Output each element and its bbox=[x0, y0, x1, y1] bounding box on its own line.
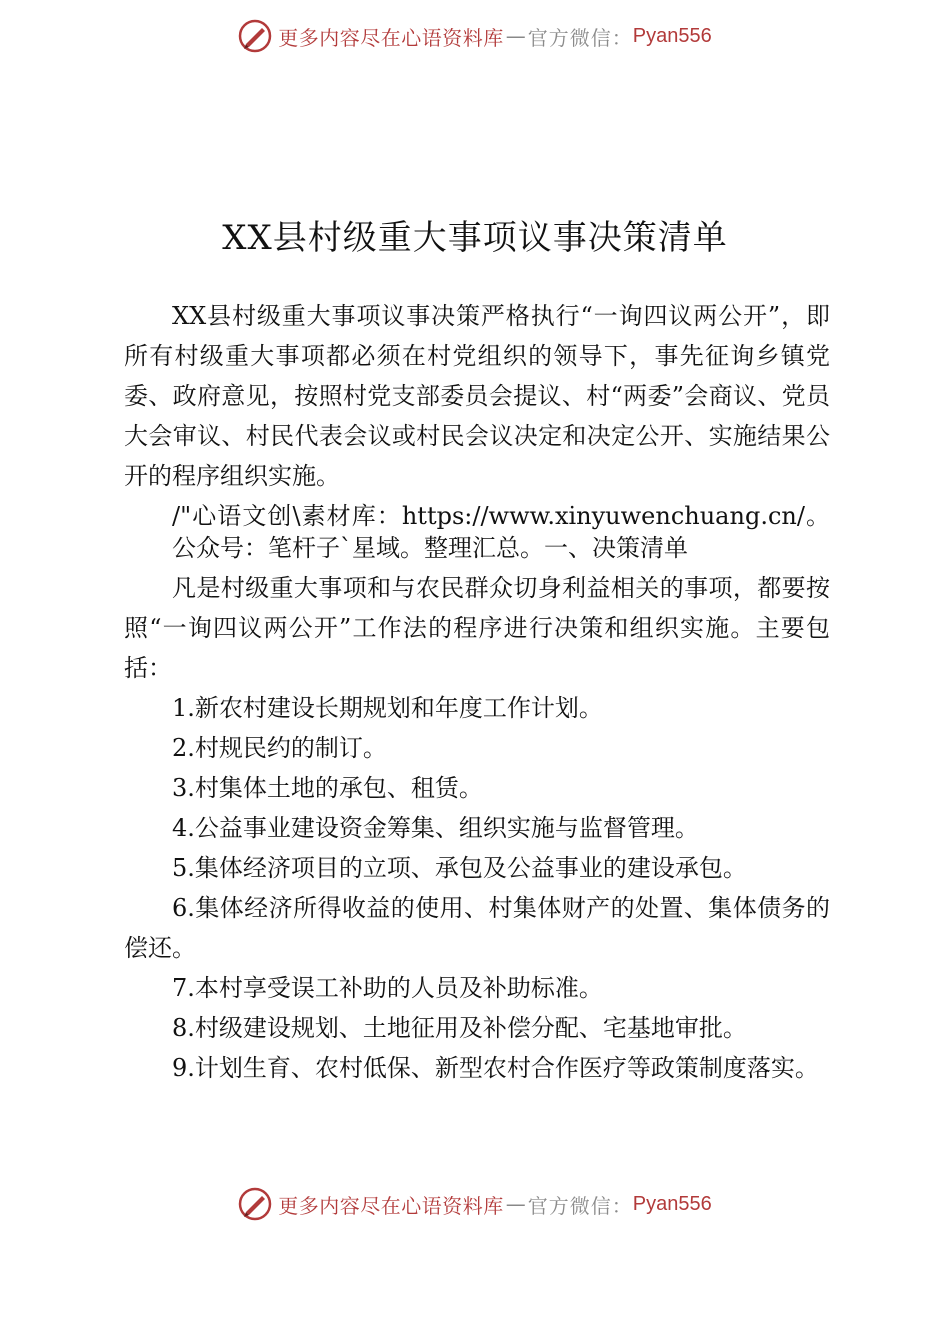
header-watermark bbox=[0, 16, 950, 56]
list-item: 6.集体经济所得收益的使用、村集体财产的处置、集体债务的偿还。 bbox=[124, 894, 830, 962]
watermark-text: 更多内容尽在心语资料库 bbox=[278, 25, 504, 50]
watermark-wechat-id: Pyan556 bbox=[632, 24, 712, 47]
list-item: 5.集体经济项目的立项、承包及公益事业的建设承包。 bbox=[172, 854, 747, 882]
watermark-text: 更多内容尽在心语资料库 bbox=[278, 1193, 504, 1218]
list-item: 4.公益事业建设资金筹集、组织实施与监督管理。 bbox=[172, 814, 699, 842]
document-body bbox=[124, 296, 830, 1088]
intro-paragraph: XX县村级重大事项议事决策严格执行“一询四议两公开”，即所有村级重大事项都必须在村党组织的领导下，事先征询乡镇党委、政府意见，按照村党支部委员会提议、村“两委”会商议、党员大会审议、村民代表会议或村民会议决定和决定公开、实施结果公开的程序组织实施。 bbox=[124, 302, 830, 490]
pen-logo-icon bbox=[238, 1187, 272, 1221]
scope-paragraph: 凡是村级重大事项和与农民群众切身利益相关的事项，都要按照“一询四议两公开”工作法的程序进行决策和组织实施。主要包括： bbox=[124, 574, 830, 682]
watermark-dash: — bbox=[505, 24, 526, 48]
watermark-dash: — bbox=[505, 1192, 526, 1216]
watermark-wechat-id: Pyan556 bbox=[632, 1192, 712, 1215]
list-item: 9.计划生育、农村低保、新型农村合作医疗等政策制度落实。 bbox=[172, 1054, 819, 1082]
decision-list bbox=[124, 688, 830, 1088]
list-item: 8.村级建设规划、土地征用及补偿分配、宅基地审批。 bbox=[172, 1014, 747, 1042]
list-item: 7.本村享受误工补助的人员及补助标准。 bbox=[172, 974, 603, 1002]
list-item: 3.村集体土地的承包、租赁。 bbox=[172, 774, 483, 802]
watermark-wechat-label: 官方微信： bbox=[527, 25, 633, 50]
document-title: XX县村级重大事项议事决策清单 bbox=[222, 218, 728, 258]
source-note-paragraph: /"心语文创\素材库：https://www.xinyuwenchuang.cn/。公众号：笔杆子`星域。整理汇总。一、决策清单 bbox=[172, 502, 830, 562]
list-item: 1.新农村建设长期规划和年度工作计划。 bbox=[172, 694, 603, 722]
footer-watermark bbox=[0, 1184, 950, 1224]
pen-logo-icon bbox=[238, 19, 272, 53]
list-item: 2.村规民约的制订。 bbox=[172, 734, 387, 762]
watermark-wechat-label: 官方微信： bbox=[527, 1193, 633, 1218]
